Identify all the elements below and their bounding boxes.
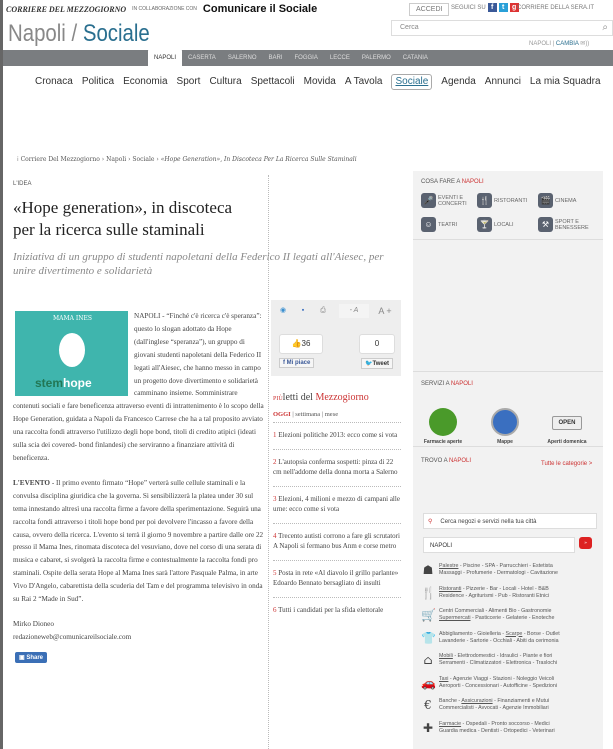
city-tab-catania[interactable]: CATANIA (402, 55, 428, 61)
city-tab-lecce[interactable]: LECCE (329, 55, 350, 61)
most-read-item[interactable] (273, 597, 401, 624)
category-links[interactable]: - Agenzie Viaggi - Stazioni - Noleggio Veicoli (448, 675, 555, 682)
article-title (13, 197, 333, 241)
label-line-1: EVENTI E (438, 194, 464, 201)
image-brand (35, 376, 92, 390)
label-line-2: CONCERTI (438, 200, 467, 207)
font-larger-button[interactable]: A + (378, 306, 392, 316)
cosa-fare-teatri[interactable] (421, 217, 457, 232)
column-divider (268, 175, 269, 749)
title-sep: / (65, 20, 83, 47)
sidebar (413, 171, 603, 749)
login-button[interactable]: ACCEDI (409, 3, 449, 16)
heading-text: TROVO A (421, 458, 450, 464)
category-links[interactable]: Residence - Agriturismi - Pub - Ristoranti Etnici (439, 592, 550, 599)
cosa-fare-locali[interactable] (477, 217, 514, 232)
heading-city: NAPOLI (450, 381, 473, 387)
breadcrumb-item[interactable]: Napoli (106, 156, 127, 163)
cosa-fare-eventi-e[interactable] (421, 193, 467, 208)
tab-oggi[interactable]: OGGI (273, 411, 291, 418)
all-categories-link[interactable]: Tutte le categorie > (541, 461, 593, 467)
section-politica[interactable]: Politica (81, 76, 115, 87)
label-line-2: BENESSERE (555, 224, 589, 231)
facebook-icon[interactable]: f (488, 3, 497, 12)
cosa-fare-label (555, 198, 576, 204)
brand-b: hope (63, 376, 92, 390)
title-city: Napoli (8, 20, 66, 47)
item-number: 4 (273, 532, 277, 540)
current-location: NAPOLI (529, 41, 552, 47)
cocktail-icon: 🍸 (477, 217, 492, 232)
category-links[interactable]: - Ospedali - Pronto soccorso - Medici (461, 720, 550, 727)
author-email[interactable]: redazioneweb@comunicareilsociale.com (13, 632, 132, 641)
category-row (421, 721, 601, 735)
item-number: 5 (273, 569, 277, 577)
most-read-tabs: OGGI | settimana | mese (273, 411, 339, 418)
item-text: Trecento autisti corrono a fare gli scrutatori A Napoli si fermano bus Anm e corse metro (273, 532, 400, 550)
cart-icon: 🛒 (421, 608, 436, 622)
heading-text: COSA FARE A (421, 179, 462, 185)
dumbbell-icon: ⚒ (538, 217, 553, 232)
compass-icon (491, 408, 519, 436)
city-tab-palermo[interactable]: PALERMO (361, 55, 391, 61)
most-read-title (273, 392, 369, 403)
category-links[interactable]: - Elettrodomestici - Idraulici - Piante e fiori (452, 653, 553, 659)
servizi-heading (421, 381, 473, 387)
page-title[interactable] (8, 20, 150, 48)
twitter-bird-icon: 🐦 (365, 361, 373, 367)
business-search-input[interactable] (423, 513, 597, 529)
city-tab-salerno[interactable]: SALERNO (227, 55, 257, 61)
collab-label: IN COLLABORAZIONE CON (132, 6, 197, 12)
location-selector: NAPOLI | CAMBIA ✉)) (529, 41, 590, 47)
image-brand-top: MAMA INES (53, 315, 92, 322)
item-number: 6 (273, 606, 277, 614)
cosa-fare-ristoranti[interactable] (477, 193, 527, 208)
divider (413, 446, 603, 447)
cosa-fare-label (555, 219, 589, 231)
breadcrumb-item[interactable]: Corriere Del Mezzogiorno (20, 156, 100, 163)
category-links[interactable]: Massaggi - Profumerie - Dermatologi - Cavitazione (439, 570, 558, 576)
city-nav (3, 50, 613, 66)
most-read-item[interactable] (273, 523, 401, 560)
article-subtitle: Iniziativa di un gruppo di studenti napoletani della Federico II legati all'Aiesec, per unire divertimento e solidarietà (13, 251, 384, 277)
category-links[interactable]: - Piscine - SPA - Parrucchieri - Estetista (458, 563, 553, 569)
breadcrumb-item[interactable]: Sociale (132, 156, 155, 163)
theater-mask-icon: ☺ (421, 217, 436, 232)
category-text (439, 698, 549, 712)
tweet-count: 0 (359, 334, 395, 354)
most-read-item[interactable] (273, 449, 401, 486)
cosa-fare-sport-e[interactable] (538, 217, 589, 232)
category-row (421, 676, 601, 690)
section-agenda[interactable]: Agenda (441, 76, 476, 87)
city-tab-caserta[interactable]: CASERTA (188, 55, 216, 61)
article-body (13, 310, 266, 663)
home-icon: ⌂ (423, 653, 433, 667)
label-line-1: LOCALI (494, 221, 514, 228)
paragraph-text: - Il primo evento firmato “Hope” verterà sulle cellule staminali e la convulsa disciplina giuridica che la governa. Si sensibilizzerà la platea under 30 sul tema innestando altresì una raccolta firme a favore della sperimentazione. Seguirà una raccolta fondi attraverso i titoli hope bond per poi devolvere l'incasso a favore della causa, ovvero della ricerca. L'evento si terrà il giorno 9 novembre a partire dalle ore 22 presso il Mama Ines, rinomata discoteca del vesuviano, dove nel corso di una serata di musica e cabaret, si svolgerà la raccolta firme e contestualmente la raccolta fondi pro staminali. Ospite della serata Hope al Mama Ines sarà l'attore Pasquale Palma, in arte Vivo D'Angelo, cabarettista della scuderia del Tam e del programma televisivo in onda su Rai 2 “Made in Sud”. (13, 478, 264, 604)
most-read-prefix: PIÙ (273, 396, 283, 402)
category-link[interactable]: Assicurazioni (461, 698, 493, 704)
category-link[interactable]: Ristoranti (439, 585, 462, 592)
category-row (421, 631, 601, 645)
service-label: Aperti domenica (547, 439, 587, 445)
category-links[interactable]: Commercialisti - Avvocati - Agenzie Immobiliari (439, 705, 549, 711)
category-links[interactable]: - Pizzerie - Bar - Locali - Hotel - B&B (461, 585, 549, 592)
category-link[interactable]: Farmacie (439, 720, 462, 727)
category-link[interactable]: Taxi (439, 675, 449, 682)
tab-settimana[interactable]: settimana (295, 411, 321, 418)
city-input[interactable]: NAPOLI (423, 537, 575, 553)
label-line-1: RISTORANTI (494, 197, 528, 204)
follow-label: SEGUICI SU (451, 4, 486, 11)
breadcrumb-sep: › (99, 156, 107, 163)
pharmacy-icon (429, 408, 457, 436)
twitter-icon[interactable]: t (499, 3, 508, 12)
divider (413, 371, 603, 372)
author-name: Mirko Dioneo (13, 619, 54, 628)
category-row (421, 563, 601, 577)
service-label: Mappe (497, 439, 513, 445)
city-tab-foggia[interactable]: FOGGIA (294, 55, 318, 61)
category-link[interactable]: Mobili (439, 653, 453, 659)
corriere-logo[interactable]: CORRIERE DEL MEZZOGIORNO (6, 4, 127, 14)
medical-cross-icon: ✚ (422, 720, 434, 735)
google-plus-icon[interactable]: g (510, 3, 519, 12)
category-links[interactable]: Guardia medica - Dentisti - Ortopedici - Veterinari (439, 727, 555, 734)
category-text (439, 676, 557, 690)
section-nav (35, 76, 601, 90)
breadcrumb-item: «Hope Generation», In Discoteca Per La Ricerca Sulle Staminali (160, 156, 357, 163)
label-line-1: CINEMA (555, 197, 577, 204)
section-la-mia-squadra[interactable]: La mia Squadra (529, 76, 601, 87)
label-line-1: SPORT E (555, 218, 579, 225)
category-links[interactable]: Aeroporti - Concessionari - Autofficine - Spedizioni (439, 682, 557, 689)
heading-city: NAPOLI (461, 179, 484, 185)
section-spettacoli[interactable]: Spettacoli (250, 76, 295, 87)
article-paragraph (13, 477, 266, 606)
search-placeholder: Cerca (400, 24, 419, 31)
breadcrumb-sep: › (154, 156, 161, 163)
service-farmacie[interactable] (413, 408, 473, 445)
category-links[interactable]: - Pasticcerie - Gelaterie - Enoteche (470, 615, 555, 621)
shirt-icon: 👕 (421, 630, 436, 645)
section-cultura[interactable]: Cultura (209, 76, 242, 87)
location-pin-icon[interactable]: ◉ (279, 307, 287, 314)
category-link[interactable]: Supermercati (439, 615, 471, 621)
category-text (439, 653, 557, 667)
category-links[interactable]: - Borse - Outlet (522, 630, 560, 637)
share-button[interactable]: ▣ Share (15, 652, 47, 663)
section-a-tavola[interactable]: A Tavola (344, 76, 383, 87)
most-read-item[interactable] (273, 422, 401, 449)
category-links[interactable]: Abbigliamento - Gioielleria - (439, 630, 506, 637)
spa-icon: ☗ (422, 563, 434, 577)
most-read-title-a: letti del (282, 392, 316, 403)
fork-knife-icon: 🍴 (421, 585, 436, 600)
breadcrumb-marker: ⁞ (17, 156, 21, 163)
category-links[interactable]: Serramenti - Climatizzatori - Elettronica - Traslochi (439, 660, 558, 666)
article-tools (271, 300, 401, 376)
section-annunci[interactable]: Annunci (484, 76, 521, 87)
clapperboard-icon: 🎬 (538, 193, 553, 208)
divider (413, 239, 603, 240)
item-text: Elezioni politiche 2013: ecco come si vota (278, 431, 398, 439)
search-icon: ⚲ (428, 519, 433, 525)
item-number: 3 (273, 495, 277, 503)
font-smaller-button[interactable]: - A (339, 304, 369, 318)
breadcrumb (17, 156, 407, 163)
city-tab-napoli[interactable]: NAPOLI (148, 48, 182, 66)
section-sociale[interactable]: Sociale (391, 74, 432, 90)
likes-value: 36 (301, 339, 311, 348)
most-read-list (273, 422, 401, 624)
search-icon[interactable]: ⌕ (602, 22, 608, 33)
category-links[interactable]: Lavanderie - Sartorie - Occhiali - Abiti da cerimonia (439, 637, 559, 644)
section-sport[interactable]: Sport (176, 76, 201, 87)
category-text (439, 631, 560, 645)
bookmark-icon[interactable]: ▪ (301, 307, 305, 314)
category-text (439, 721, 555, 735)
brand-a: stem (35, 376, 64, 390)
category-row (421, 608, 601, 622)
like-count: 👍36 (279, 334, 323, 354)
item-number: 1 (273, 431, 277, 439)
search-placeholder: Cerca negozi e servizi nella tua città (440, 519, 537, 525)
most-read-item[interactable] (273, 486, 401, 523)
item-number: 2 (273, 458, 277, 466)
share-label: Share (26, 654, 44, 661)
embryo-icon (59, 333, 85, 367)
service-mappe[interactable] (475, 408, 535, 445)
rss-icon[interactable]: )) (585, 41, 590, 47)
paragraph-text-a: NAPOLI - “Finché c'è ricerca c'è speranza”: questo lo slogan adottato da Hope (dall'inglese “speranza”), un gruppo di giovani studenti napoletani della Federico II legati all'Aiesec, che hanno messo in campo un progetto dove divertimento e (134, 312, 262, 385)
top-bar-brand (6, 3, 317, 15)
microphone-icon: 🎤 (421, 193, 436, 208)
item-text: L'autopsia conferma sospetti: pinza di 22 cm nell'addome della donna morta a Salerno (273, 458, 398, 476)
open-sign-icon: OPEN (552, 416, 582, 430)
cosa-fare-label (494, 198, 527, 204)
tweet-button[interactable] (361, 358, 393, 369)
cosa-fare-label (438, 195, 467, 207)
heading-text: SERVIZI A (421, 381, 451, 387)
item-text: Tutti i candidati per la sfida elettorale (278, 606, 384, 614)
title-line-1: «Hope generation», in discoteca (13, 198, 233, 217)
title-section: Sociale (82, 20, 150, 47)
trovo-heading (421, 458, 471, 464)
category-links[interactable]: - Finanziamenti e Mutui (492, 698, 550, 704)
section-economia[interactable]: Economia (123, 76, 168, 87)
like-label: Mi piace (286, 360, 311, 366)
cosa-fare-heading (421, 179, 484, 185)
partner-logo[interactable]: Comunicare il Sociale (202, 3, 318, 15)
category-text (439, 608, 554, 622)
cosa-fare-label (438, 222, 457, 228)
service-aperti-domenica[interactable] (537, 408, 597, 445)
top-bar (3, 0, 613, 20)
euro-icon: € (424, 698, 432, 712)
category-row (421, 653, 601, 667)
car-icon: 🚗 (421, 675, 436, 690)
category-link[interactable]: Scarpe (505, 630, 523, 637)
tab-mese[interactable]: mese (324, 411, 339, 418)
paragraph-text-b: solidarietà camminano insieme. Somministrare contenuti sociali e fare beneficenza attraverso eventi di intrattenimento è lo scopo della Hope Generation, guidata a Napoli da Francesco Carrese che ha a tal proposito avviato una raccolta fondi attraverso l'utilizzo degli hope bond, titoli di credito atipici (ideati sulla scia dei covered- bond finlandesi) che serviranno a finanziare attività di beneficenza. (13, 376, 264, 462)
category-links[interactable]: Banche - (439, 698, 462, 704)
item-text: Posta in rete «Al diavolo il grillo parlante» Edoardo Bennato bersagliato di insulti (273, 569, 399, 587)
paragraph-lead: L'EVENTO (13, 478, 51, 487)
city-tab-bari[interactable]: BARI (268, 55, 283, 61)
category-text (439, 586, 549, 600)
article-kicker: L'IDEA (13, 181, 32, 187)
search-input[interactable] (391, 20, 613, 36)
service-label: Farmacie aperte (423, 439, 463, 445)
article-image (15, 311, 128, 396)
category-row (421, 698, 601, 712)
mail-icon[interactable]: ✉ (580, 41, 586, 47)
most-read-item[interactable] (273, 560, 401, 597)
tweet-label: Tweet (372, 361, 390, 367)
breadcrumb-sep: › (126, 156, 133, 163)
cosa-fare-label (494, 222, 514, 228)
search-go-button[interactable]: » (579, 537, 592, 549)
label-line-1: TEATRI (438, 221, 458, 228)
category-row (421, 586, 601, 600)
facebook-like-button[interactable]: f Mi piace (279, 358, 314, 368)
article-author (13, 618, 266, 644)
section-movida[interactable]: Movida (303, 76, 336, 87)
category-links[interactable]: Centri Commerciali - Alimenti Bio - Gastronomie (439, 608, 552, 614)
item-text: Elezioni, 4 milioni e mezzo di campani alle urne: ecco come si vota (273, 495, 400, 513)
print-icon[interactable]: ⎙ (320, 307, 326, 314)
category-text (439, 563, 558, 577)
title-line-2: per la ricerca sulle staminali (13, 220, 205, 239)
category-link[interactable]: Palestre (439, 563, 459, 569)
follow-us (451, 3, 519, 12)
fork-knife-icon: 🍴 (477, 193, 492, 208)
heading-city: NAPOLI (449, 458, 472, 464)
corriere-della-sera-link[interactable]: CORRIERE DELLA SERA.IT (517, 5, 595, 11)
most-read-title-b: Mezzogiorno (315, 392, 369, 403)
change-location-link[interactable]: CAMBIA (555, 41, 579, 47)
cosa-fare-cinema[interactable] (538, 193, 576, 208)
section-cronaca[interactable]: Cronaca (35, 76, 73, 87)
